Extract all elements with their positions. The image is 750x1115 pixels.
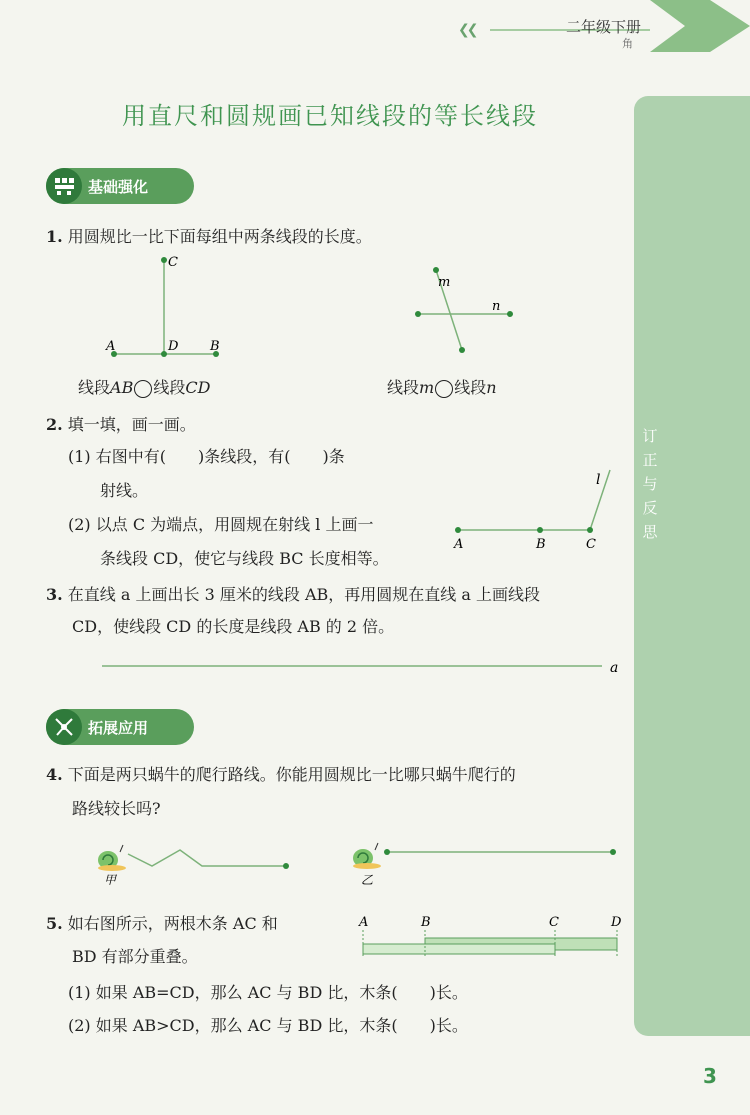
sidebar-char: 与 — [642, 475, 658, 493]
point-label: B — [421, 915, 431, 930]
q3-line1 — [46, 584, 540, 606]
header-sub: 角 — [622, 37, 633, 50]
snail-label: 乙 — [361, 873, 374, 887]
answer-text: 线段 — [153, 378, 186, 397]
q5-prompt: 如右图所示，两根木条 AC 和 — [67, 914, 278, 933]
q5-figure — [355, 912, 630, 962]
q2-prompt: 填一填，画一画。 — [67, 415, 196, 434]
snail-label: 甲 — [104, 873, 117, 887]
snail-icon — [98, 845, 126, 871]
answer-text: 线段 — [387, 378, 420, 397]
q2-sub2-line1: (2) 以点 C 为端点，用圆规在射线 l 上画一 — [68, 515, 374, 534]
point-label: B — [536, 537, 546, 552]
q2-text — [46, 414, 196, 436]
snail-path-yi — [345, 836, 620, 888]
arrows-icon — [46, 709, 82, 745]
compare-circle[interactable] — [134, 380, 152, 398]
chevron-icon: ❮❮ — [458, 22, 476, 38]
q2-sub1-line1: (1) 右图中有( )条线段，有( )条 — [68, 447, 345, 466]
q2-sub1-line2: 射线。 — [100, 481, 149, 500]
point-label: C — [168, 255, 178, 270]
sidebar-label — [636, 424, 664, 544]
answer-text: CD — [185, 378, 211, 397]
point-label: D — [168, 339, 179, 354]
answer-text: 线段 — [454, 378, 487, 397]
point-label: A — [454, 537, 464, 552]
q2-sub2-line2: 条线段 CD，使它与线段 BC 长度相等。 — [100, 549, 389, 568]
point-label: A — [106, 339, 116, 354]
q1-prompt: 用圆规比一比下面每组中两条线段的长度。 — [67, 227, 372, 246]
page-title: 用直尺和圆规画已知线段的等长线段 — [122, 102, 538, 130]
compare-circle[interactable] — [435, 380, 453, 398]
q2-number: 2. — [46, 415, 63, 434]
q5-line1 — [46, 913, 278, 935]
q5-sub1: (1) 如果 AB=CD，那么 AC 与 BD 比，木条( )长。 — [68, 983, 468, 1002]
q4-line1 — [46, 764, 516, 786]
q2-figure — [448, 460, 618, 555]
sidebar-char: 订 — [642, 427, 658, 445]
sidebar-char: 思 — [642, 523, 658, 541]
line-label: n — [492, 299, 501, 314]
q5-line2: BD 有部分重叠。 — [72, 947, 198, 966]
q3-prompt: 在直线 a 上画出长 3 厘米的线段 AB，再用圆规在直线 a 上画线段 — [67, 585, 540, 604]
page-number: 3 — [703, 1064, 717, 1088]
q1-answer-left — [78, 377, 210, 399]
q3-number: 3. — [46, 585, 63, 604]
answer-text: m — [419, 378, 435, 397]
section-badge-basic — [46, 168, 194, 204]
point-label: A — [359, 915, 369, 930]
q5-sub2: (2) 如果 AB>CD，那么 AC 与 BD 比，木条( )长。 — [68, 1016, 468, 1035]
q5-number: 5. — [46, 914, 63, 933]
point-label: D — [611, 915, 622, 930]
q3-line2: CD，使线段 CD 的长度是线段 AB 的 2 倍。 — [72, 617, 395, 636]
section-title: 基础强化 — [88, 177, 149, 196]
ray-label: l — [596, 472, 601, 488]
q1-answer-right — [387, 377, 497, 399]
snail-icon — [353, 843, 381, 869]
section-badge-extend — [46, 709, 194, 745]
section-title: 拓展应用 — [88, 718, 149, 737]
answer-text: 线段 — [78, 378, 111, 397]
answer-text: AB — [110, 378, 134, 397]
line-label: m — [438, 275, 451, 290]
point-label: C — [549, 915, 559, 930]
q4-number: 4. — [46, 765, 63, 784]
line-label: a — [610, 660, 619, 676]
answer-text: n — [486, 378, 497, 397]
q1-figure-left — [100, 250, 230, 370]
q1-figure-right — [410, 260, 520, 360]
q1-text — [46, 226, 372, 248]
point-label: B — [210, 339, 220, 354]
notes-sidebar — [634, 96, 750, 1036]
grade-label: 二年级下册 — [566, 18, 642, 36]
snail-path-jia — [90, 838, 300, 888]
q4-line2: 路线较长吗? — [72, 799, 161, 818]
q1-number: 1. — [46, 227, 63, 246]
q3-line-a[interactable] — [100, 656, 630, 680]
blocks-icon — [46, 168, 82, 204]
q4-prompt: 下面是两只蜗牛的爬行路线。你能用圆规比一比哪只蜗牛爬行的 — [67, 765, 516, 784]
point-label: C — [586, 537, 596, 552]
sidebar-char: 反 — [642, 499, 658, 517]
sidebar-char: 正 — [642, 451, 658, 469]
